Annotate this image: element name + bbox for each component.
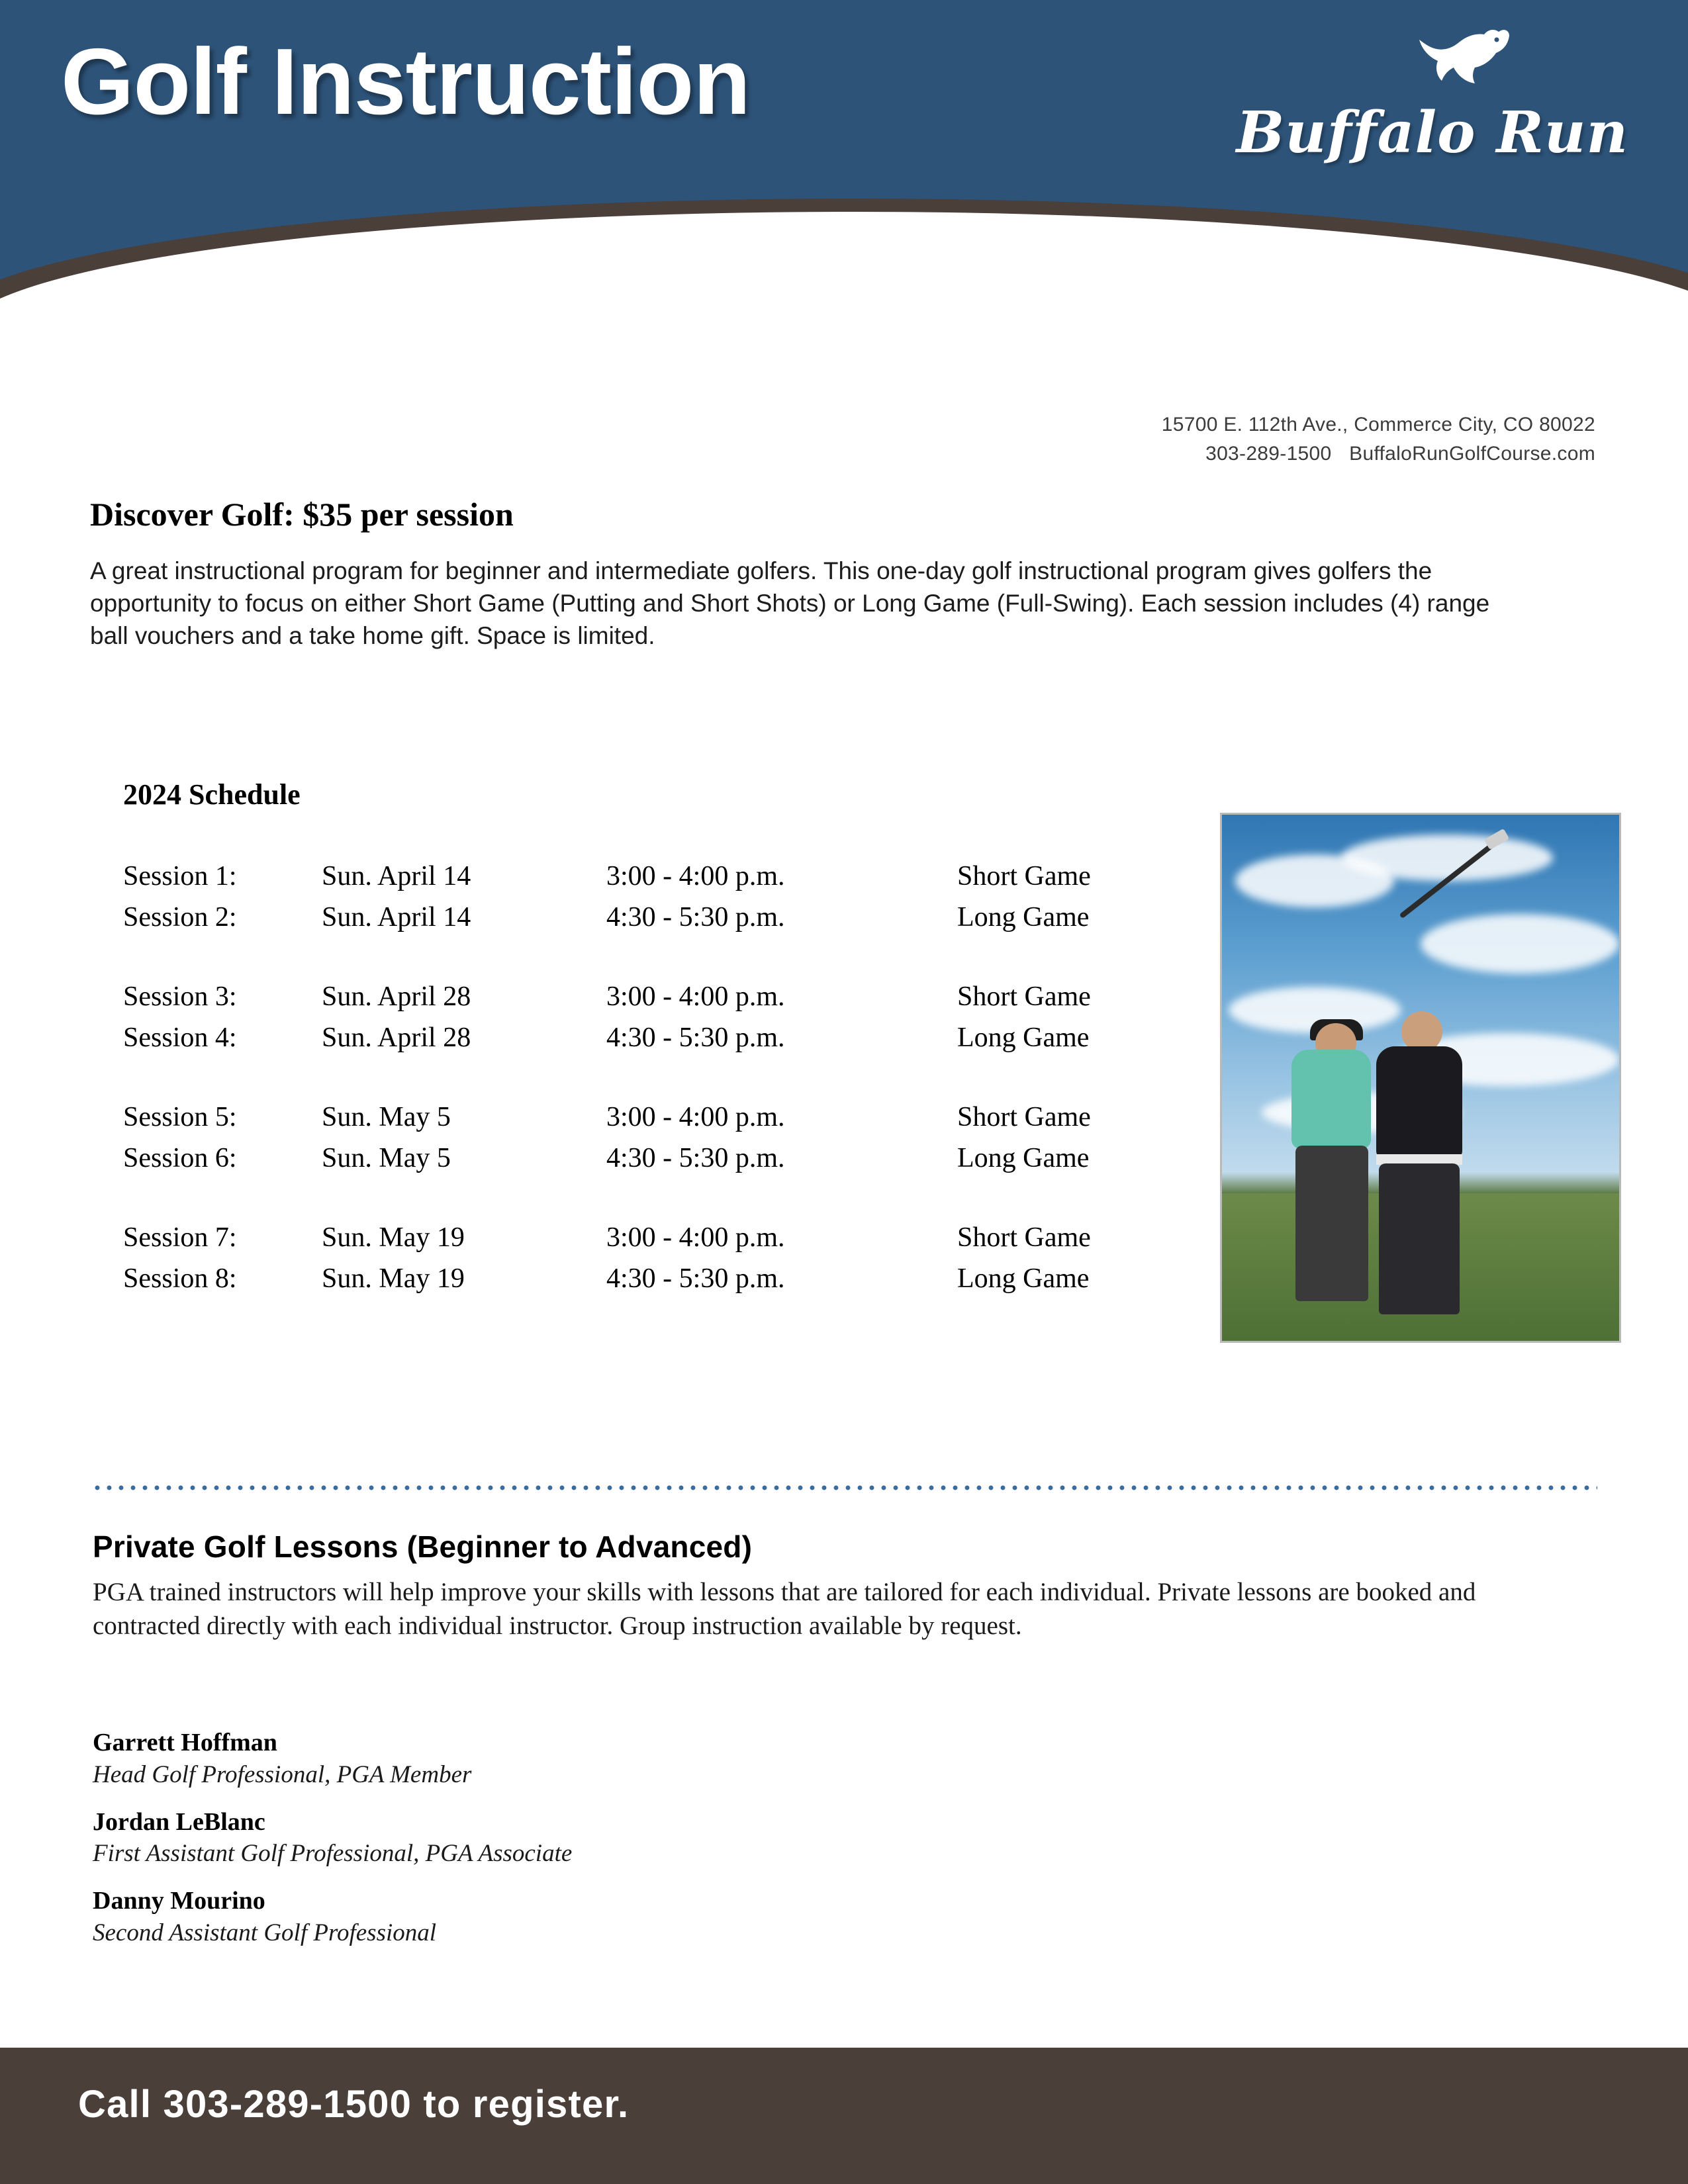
dotted-divider: [91, 1485, 1597, 1490]
instructor-name: Danny Mourino: [93, 1887, 265, 1915]
session-time: 4:30 - 5:30 p.m.: [606, 1263, 785, 1294]
session-label: Session 8:: [123, 1263, 237, 1294]
photo-cloud: [1341, 835, 1553, 881]
table-row: [123, 981, 1209, 1022]
session-date: Sun. April 14: [322, 861, 471, 891]
session-label: Session 7:: [123, 1222, 237, 1253]
schedule-heading: 2024 Schedule: [123, 778, 301, 811]
session-label: Session 5:: [123, 1102, 237, 1132]
legs-shape: [1379, 1163, 1460, 1314]
session-type: Short Game: [957, 981, 1091, 1012]
buffalo-icon: [1410, 26, 1523, 99]
logo: [1218, 26, 1628, 212]
session-date: Sun. April 28: [322, 981, 471, 1012]
legs-shape: [1295, 1146, 1368, 1301]
photo-student: [1371, 1010, 1470, 1314]
list-item: [93, 1727, 1086, 1791]
private-lessons-description: PGA trained instructors will help improve your skills with lessons that are tailored for each individual. Private lessons are booked and contracted directly with each individual instructor. Group instruction available by request.: [93, 1578, 1476, 1641]
schedule-table: [123, 860, 1209, 1304]
instructor-name: Garrett Hoffman: [93, 1729, 277, 1756]
session-type: Short Game: [957, 1222, 1091, 1253]
session-type: Short Game: [957, 1102, 1091, 1132]
private-lessons-heading: Private Golf Lessons (Beginner to Advanced): [93, 1529, 753, 1564]
session-time: 4:30 - 5:30 p.m.: [606, 1143, 785, 1173]
torso-shape: [1291, 1050, 1371, 1149]
session-type: Short Game: [957, 861, 1091, 891]
table-row: [123, 860, 1209, 901]
session-date: Sun. April 28: [322, 1023, 471, 1053]
contact-website[interactable]: BuffaloRunGolfCourse.com: [1349, 442, 1595, 465]
torso-shape: [1376, 1046, 1462, 1159]
page-header: [0, 0, 1688, 397]
call-to-register: Call 303-289-1500 to register.: [78, 2083, 630, 2126]
session-label: Session 4:: [123, 1023, 237, 1053]
instructor-name: Jordan LeBlanc: [93, 1807, 265, 1836]
logo-wordmark: Buffalo Run: [1236, 99, 1628, 166]
session-label: Session 3:: [123, 981, 237, 1012]
session-label: Session 6:: [123, 1143, 237, 1173]
photo-cloud: [1421, 914, 1619, 974]
table-row: [123, 1022, 1209, 1063]
instructor-list: [93, 1727, 1086, 1965]
discover-golf-description: A great instructional program for beginner and intermediate golfers. This one-day golf instructional program gives golfers the opportunity to focus on either Short Game (Putting and Short Shots) or Long Game (Full-Swing). Each session includes (4) range ball vouchers and a take home gift. Space is limited.: [90, 557, 1490, 650]
session-date: Sun. April 14: [322, 902, 471, 933]
table-row: [123, 1263, 1209, 1304]
list-item: [93, 1807, 1086, 1870]
session-type: Long Game: [957, 1023, 1090, 1053]
table-spacer: [123, 1063, 1209, 1101]
discover-golf-heading: Discover Golf: $35 per session: [90, 496, 514, 533]
session-time: 4:30 - 5:30 p.m.: [606, 902, 785, 933]
table-spacer: [123, 1183, 1209, 1222]
session-time: 3:00 - 4:00 p.m.: [606, 1102, 785, 1132]
table-spacer: [123, 942, 1209, 981]
instructor-title: Second Assistant Golf Professional: [93, 1919, 437, 1946]
photo-instructor: [1291, 1023, 1378, 1301]
table-row: [123, 1222, 1209, 1263]
page-footer: [0, 2048, 1688, 2184]
session-type: Long Game: [957, 902, 1090, 933]
table-row: [123, 901, 1209, 942]
session-time: 3:00 - 4:00 p.m.: [606, 861, 785, 891]
contact-phone-web: [1162, 439, 1595, 469]
session-date: Sun. May 5: [322, 1102, 451, 1132]
session-label: Session 2:: [123, 902, 237, 933]
page-title: Golf Instruction: [61, 29, 751, 134]
instructor-title: First Assistant Golf Professional, PGA Associate: [93, 1840, 573, 1868]
session-date: Sun. May 19: [322, 1222, 465, 1253]
golf-instruction-photo: [1220, 813, 1621, 1343]
list-item: [93, 1886, 1086, 1949]
table-row: [123, 1101, 1209, 1142]
contact-phone: 303-289-1500: [1205, 442, 1332, 465]
session-time: 3:00 - 4:00 p.m.: [606, 1222, 785, 1253]
session-type: Long Game: [957, 1143, 1090, 1173]
contact-address: 15700 E. 112th Ave., Commerce City, CO 80022: [1161, 414, 1595, 435]
session-time: 3:00 - 4:00 p.m.: [606, 981, 785, 1012]
session-date: Sun. May 5: [322, 1143, 451, 1173]
session-time: 4:30 - 5:30 p.m.: [606, 1023, 785, 1053]
instructor-title: Head Golf Professional, PGA Member: [93, 1760, 472, 1788]
session-label: Session 1:: [123, 861, 237, 891]
contact-info: [1162, 410, 1595, 468]
session-date: Sun. May 19: [322, 1263, 465, 1294]
session-type: Long Game: [957, 1263, 1090, 1294]
table-row: [123, 1142, 1209, 1183]
